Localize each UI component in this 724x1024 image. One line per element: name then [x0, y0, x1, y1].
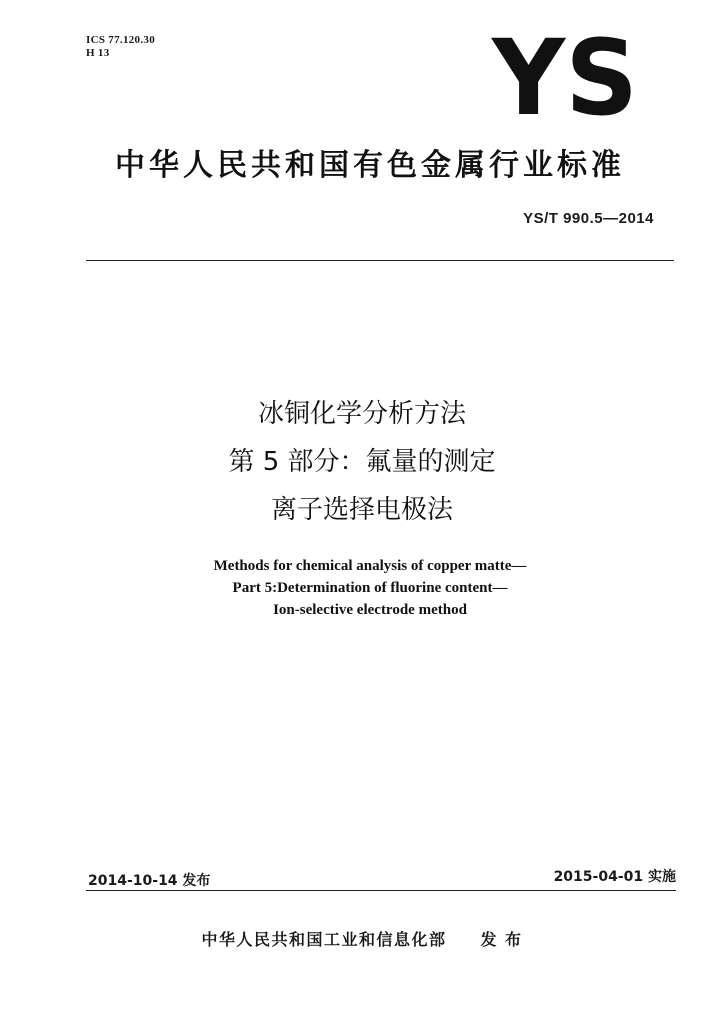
ccs-code: H 13: [86, 47, 110, 59]
english-title-line-1: Methods for chemical analysis of copper matte—: [213, 558, 527, 574]
publisher: [0, 927, 724, 950]
chinese-title-line-2: 第 5 部分：氟量的测定: [228, 447, 496, 477]
ys-logo-text: YS: [490, 30, 638, 122]
chinese-title-line-3: 离子选择电极法: [270, 495, 453, 525]
ys-logo: [490, 30, 640, 122]
classification-codes: [86, 34, 155, 60]
english-title-line-2: Part 5:Determination of fluorine content—: [232, 580, 508, 596]
org-title: 中华人民共和国有色金属行业标准: [115, 148, 625, 183]
english-title-line-3: Ion-selective electrode method: [273, 602, 467, 618]
publisher-name: 中华人民共和国工业和信息化部: [201, 930, 447, 949]
chinese-title: [0, 390, 724, 534]
publisher-action: 发 布: [480, 930, 523, 949]
english-title: [0, 555, 724, 621]
ics-code: ICS 77.120.30: [86, 34, 155, 46]
issue-date: 2014-10-14 发布: [88, 873, 211, 889]
chinese-title-line-1: 冰铜化学分析方法: [257, 399, 466, 429]
implementation-date: 2015-04-01 实施: [553, 869, 676, 885]
standard-number: YS/T 990.5—2014: [523, 210, 654, 227]
header-divider: [86, 260, 674, 261]
footer-divider: [86, 890, 676, 891]
